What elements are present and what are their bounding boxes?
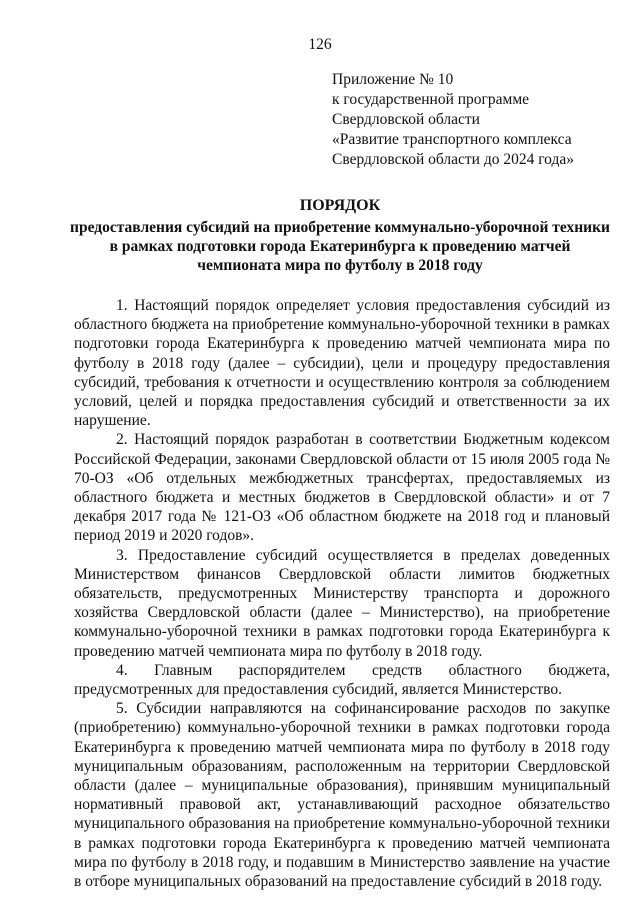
paragraph: 3. Предоставление субсидий осуществляется в пределах доведенных Министерством финансов Свердловской области лимитов бюджетных обязательств, предусмотренных Министерству транспорта и дорожного хозяйства Свердловской области (далее – Министерство), на приобретение коммунально-уборочной техники в рамках подготовки города Екатеринбурга к проведению матчей чемпионата мира по футболу в 2018 году. [74, 546, 610, 660]
subtitle-line: в рамках подготовки города Екатеринбурга к проведению матчей [109, 238, 571, 255]
paragraph: 5. Субсидии направляются на софинансирование расходов по закупке (приобретению) коммунально-уборочной техники в рамках подготовки города Екатеринбурга к проведению матчей чемпионата мира по футболу в 2018 году муниципальным образованиям, расположенным на территории Свердловской области (далее – муниципальные образования), принявшим муниципальный нормативный правовой акт, устанавливающий расходное обязательство муниципального образования на приобретение коммунально-уборочной техники в рамках подготовки города Екатеринбурга к проведению матчей чемпионата мира по футболу в 2018 году, и подавшим в Министерство заявление на участие в отборе муниципальных образований на предоставление субсидий в 2018 году. [74, 700, 610, 891]
appendix-line: к государственной программе [332, 91, 530, 108]
page-number: 126 [308, 36, 332, 53]
appendix-line: Свердловской области [332, 111, 480, 128]
document-title [60, 196, 620, 275]
appendix-line: Приложение № 10 [332, 71, 454, 88]
title-main: ПОРЯДОК [299, 197, 381, 214]
appendix-line: Свердловской области до 2024 года» [332, 151, 574, 168]
paragraph: 1. Настоящий порядок определяет условия предоставления субсидий из областного бюджета на приобретение коммунально-уборочной техники в рамках подготовки города Екатеринбурга к проведению матчей чемпионата мира по футболу в 2018 году (далее – субсидии), цели и процедуру предоставления субсидий, требования к отчетности и осуществлению контроля за соблюдением условий, целей и порядка предоставления субсидий и ответственности за их нарушение. [74, 297, 610, 430]
paragraph: 2. Настоящий порядок разработан в соответствии Бюджетным кодексом Российской Федерации, законами Свердловской области от 15 июля 2005 года № 70-ОЗ «Об отдельных межбюджетных трансфертах, предоставляемых из областного бюджета и местных бюджетов в Свердловской области» и от 7 декабря 2017 года № 121-ОЗ «Об областном бюджете на 2018 год и плановый период 2019 и 2020 годов». [74, 431, 610, 545]
appendix-header [332, 70, 632, 170]
paragraph: 4. Главным распорядителем средств областного бюджета, предусмотренных для предоставления субсидий, является Министерство. [74, 661, 610, 699]
subtitle-line: чемпионата мира по футболу в 2018 году [197, 257, 483, 274]
title-subtitle [60, 218, 620, 275]
document-body [74, 296, 610, 891]
appendix-line: «Развитие транспортного комплекса [332, 131, 572, 148]
subtitle-line: предоставления субсидий на приобретение коммунально-уборочной техники [70, 219, 610, 236]
